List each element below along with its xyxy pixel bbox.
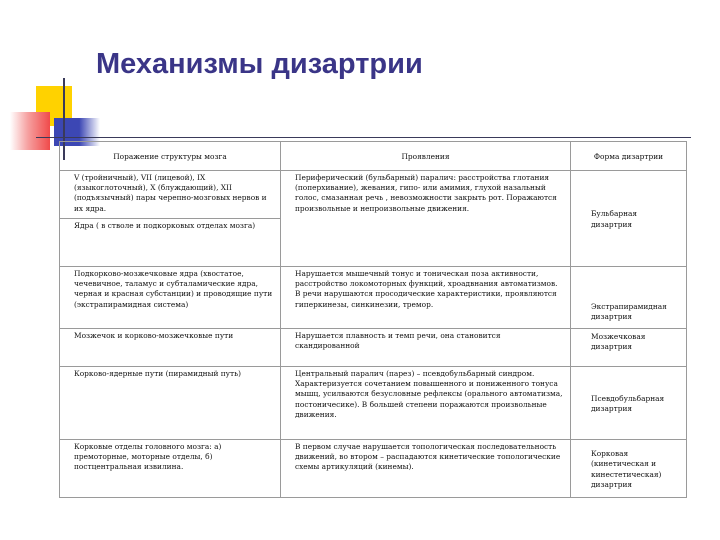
header-structure: Поражение структуры мозга bbox=[60, 142, 281, 171]
decor-red-square bbox=[10, 112, 50, 150]
table-row bbox=[60, 367, 687, 440]
cell-manifestation: Нарушается плавность и темп речи, она становится скандированной bbox=[281, 329, 571, 367]
cell-form: Бульбарная дизартрия bbox=[571, 171, 687, 267]
structure-cranial-nerves: V (тройничный), VII (лицевой), IX (языкоглоточный), X (блуждающий), XII (подъязычный) пары черепно-мозговых нервов и их ядра. bbox=[74, 173, 267, 213]
cell-form: Мозжечковая дизартрия bbox=[571, 329, 687, 367]
table-row bbox=[60, 329, 687, 367]
decor-horizontal-line bbox=[36, 137, 691, 138]
page-title: Механизмы дизартрии bbox=[96, 48, 423, 80]
cell-manifestation: Периферический (бульбарный) паралич: расстройства глотания (поперхивание), жевания, гипо- или амимия, глухой назальный голос, смазанная речь , невозможности закрыть рот. Поражаются произвольные и непроизвольные движения. bbox=[281, 171, 571, 267]
cell-structure: Корково-ядерные пути (пирамидный путь) bbox=[60, 367, 281, 440]
cell-form: Псевдобульбарная дизартрия bbox=[571, 367, 687, 440]
cell-manifestation: Центральный паралич (парез) – псевдобульбарный синдром. Характеризуется сочетанием повышенного и пониженного тонуса мышц, усилваются безусловные рефлексы (орального автоматизма, постоничесике). В большей степени поражаются произвольные движения. bbox=[281, 367, 571, 440]
table-header-row bbox=[60, 142, 687, 171]
cell-structure bbox=[60, 171, 281, 267]
table-row bbox=[60, 267, 687, 329]
cell-form: Корковая (кинетическая и кинестетическая) дизартрия bbox=[571, 440, 687, 498]
dysarthria-table bbox=[59, 141, 687, 498]
cell-structure: Мозжечок и корково-мозжечковые пути bbox=[60, 329, 281, 367]
cell-structure: Корковые отделы головного мозга: а) премоторные, моторные отделы, б) постцентральная извилина. bbox=[60, 440, 281, 498]
cell-form: Экстрапирамидная дизартрия bbox=[571, 267, 687, 329]
cell-structure: Подкорково-мозжечковые ядра (хвостатое, чечевичное, таламус и субталамические ядра, черная и красная субстанции) и проводящие пути (экстрапирамидная система) bbox=[60, 267, 281, 329]
cell-manifestation: Нарушается мышечный тонус и тоническая поза активности, расстройство локомоторных функций, хроадвнания автоматизмов. В речи нарушаются просодические характеристики, проявляются гиперкинезы, синкинезии, тремор. bbox=[281, 267, 571, 329]
table-row bbox=[60, 440, 687, 498]
structure-nuclei: Ядра ( в стволе и подкорковых отделах мозга) bbox=[60, 218, 280, 231]
header-manifestation: Проявления bbox=[281, 142, 571, 171]
header-form: Форма дизартрии bbox=[571, 142, 687, 171]
table-row bbox=[60, 171, 687, 267]
cell-manifestation: В первом случае нарушается топологическая последовательность движений, во втором – распадаются кинетические топологические схемы артикуляций (кинемы). bbox=[281, 440, 571, 498]
